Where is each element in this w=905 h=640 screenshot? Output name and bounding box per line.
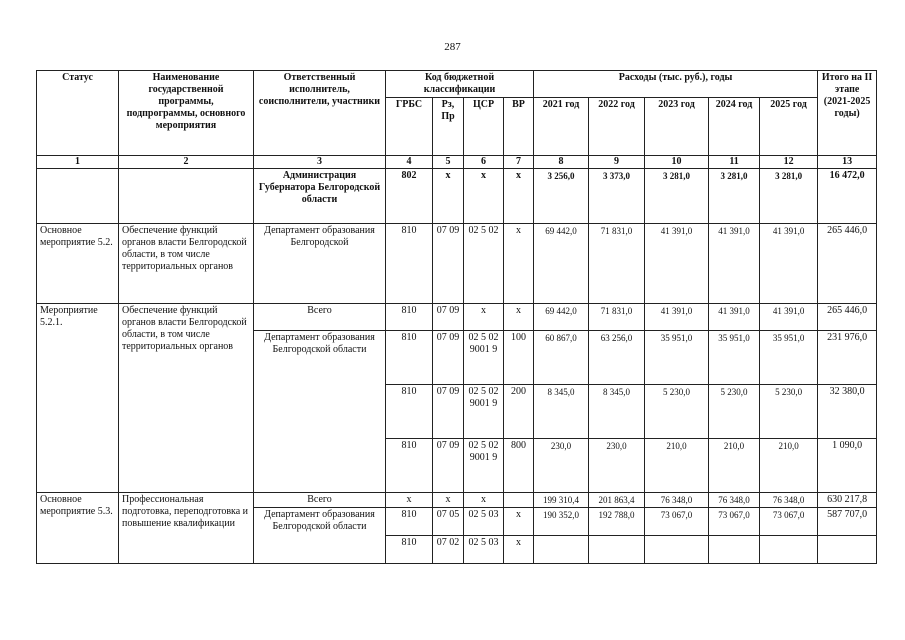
value-2023: 76 348,0	[645, 493, 709, 508]
value-total: 32 380,0	[818, 385, 877, 439]
header-csr: ЦСР	[464, 98, 504, 156]
value-total: 1 090,0	[818, 439, 877, 493]
rzpr-cell: 07 09	[433, 304, 464, 331]
header-name: Наименование государственной программы, подпрограммы, основного мероприятия	[119, 71, 254, 156]
grbs-cell: 810	[386, 536, 433, 564]
value-2025: 35 951,0	[760, 331, 818, 385]
value-2024: 35 951,0	[709, 331, 760, 385]
column-number: 6	[464, 156, 504, 169]
value-2021: 60 867,0	[534, 331, 589, 385]
column-number: 5	[433, 156, 464, 169]
status-cell	[37, 169, 119, 224]
value-2022: 71 831,0	[589, 224, 645, 304]
grbs-cell: 810	[386, 224, 433, 304]
csr-cell: 02 5 03	[464, 536, 504, 564]
rzpr-cell: х	[433, 493, 464, 508]
table-row-m52	[37, 224, 877, 304]
header-vr: ВР	[504, 98, 534, 156]
value-2022	[589, 536, 645, 564]
header-budget-code: Код бюджетной классификации	[386, 71, 534, 98]
table-row-admin	[37, 169, 877, 224]
value-2021: 69 442,0	[534, 224, 589, 304]
header-grbs: ГРБС	[386, 98, 433, 156]
rzpr-cell: 07 09	[433, 224, 464, 304]
value-total: 16 472,0	[818, 169, 877, 224]
value-2025: 41 391,0	[760, 224, 818, 304]
grbs-cell: 810	[386, 508, 433, 536]
csr-cell: х	[464, 493, 504, 508]
column-number: 10	[645, 156, 709, 169]
responsible-cell: Администрация Губернатора Белгородской области	[254, 169, 386, 224]
value-2021: 199 310,4	[534, 493, 589, 508]
vr-cell: 200	[504, 385, 534, 439]
value-total	[818, 536, 877, 564]
value-2022: 3 373,0	[589, 169, 645, 224]
vr-cell: х	[504, 508, 534, 536]
value-2021: 69 442,0	[534, 304, 589, 331]
value-2022: 63 256,0	[589, 331, 645, 385]
vr-cell: х	[504, 304, 534, 331]
name-cell: Обеспечение функций органов власти Белгородской области, в том числе территориальных органов	[119, 224, 254, 304]
column-number: 9	[589, 156, 645, 169]
value-2025: 76 348,0	[760, 493, 818, 508]
column-number: 7	[504, 156, 534, 169]
value-2024: 3 281,0	[709, 169, 760, 224]
value-total: 630 217,8	[818, 493, 877, 508]
responsible-cell: Всего	[254, 304, 386, 331]
column-number: 11	[709, 156, 760, 169]
value-2024: 210,0	[709, 439, 760, 493]
value-2021: 3 256,0	[534, 169, 589, 224]
status-cell: Основное мероприятие 5.2.	[37, 224, 119, 304]
grbs-cell: 810	[386, 385, 433, 439]
value-2023: 5 230,0	[645, 385, 709, 439]
header-2024: 2024 год	[709, 98, 760, 156]
value-2023: 3 281,0	[645, 169, 709, 224]
value-2023: 41 391,0	[645, 304, 709, 331]
responsible-cell: Департамент образования Белгородской	[254, 224, 386, 304]
header-2022: 2022 год	[589, 98, 645, 156]
csr-cell: 02 5 02 9001 9	[464, 385, 504, 439]
vr-cell: х	[504, 224, 534, 304]
value-2024: 41 391,0	[709, 224, 760, 304]
value-2022: 230,0	[589, 439, 645, 493]
header-expenses: Расходы (тыс. руб.), годы	[534, 71, 818, 98]
value-2024: 41 391,0	[709, 304, 760, 331]
value-2021: 8 345,0	[534, 385, 589, 439]
value-2025: 210,0	[760, 439, 818, 493]
grbs-cell: х	[386, 493, 433, 508]
rzpr-cell: 07 02	[433, 536, 464, 564]
column-number: 2	[119, 156, 254, 169]
value-2024: 76 348,0	[709, 493, 760, 508]
table-row-m521-total	[37, 304, 877, 331]
value-2021: 190 352,0	[534, 508, 589, 536]
responsible-cell: Всего	[254, 493, 386, 508]
value-2022: 71 831,0	[589, 304, 645, 331]
header-responsible: Ответственный исполнитель, соисполнители, участники	[254, 71, 386, 156]
header-total: Итого на II этапе (2021-2025 годы)	[818, 71, 877, 156]
grbs-cell: 810	[386, 331, 433, 385]
value-2022: 8 345,0	[589, 385, 645, 439]
value-2024: 73 067,0	[709, 508, 760, 536]
value-total: 231 976,0	[818, 331, 877, 385]
csr-cell: 02 5 02	[464, 224, 504, 304]
value-2025: 3 281,0	[760, 169, 818, 224]
value-2023	[645, 536, 709, 564]
rzpr-cell: 07 09	[433, 439, 464, 493]
header-row	[37, 71, 877, 98]
rzpr-cell: 07 09	[433, 331, 464, 385]
status-cell: Мероприятие 5.2.1.	[37, 304, 119, 493]
csr-cell: х	[464, 169, 504, 224]
vr-cell: х	[504, 536, 534, 564]
csr-cell: 02 5 02 9001 9	[464, 331, 504, 385]
grbs-cell: 810	[386, 439, 433, 493]
value-2022: 201 863,4	[589, 493, 645, 508]
csr-cell: 02 5 03	[464, 508, 504, 536]
budget-table	[36, 70, 877, 564]
value-2025: 41 391,0	[760, 304, 818, 331]
header-2025: 2025 год	[760, 98, 818, 156]
value-2023: 41 391,0	[645, 224, 709, 304]
value-2024: 5 230,0	[709, 385, 760, 439]
value-2025: 5 230,0	[760, 385, 818, 439]
rzpr-cell: 07 05	[433, 508, 464, 536]
header-2023: 2023 год	[645, 98, 709, 156]
column-number: 8	[534, 156, 589, 169]
csr-cell: х	[464, 304, 504, 331]
value-2025	[760, 536, 818, 564]
grbs-cell: 810	[386, 304, 433, 331]
page-number: 287	[444, 41, 461, 53]
name-cell: Профессиональная подготовка, переподготовка и повышение квалификации	[119, 493, 254, 564]
vr-cell	[504, 493, 534, 508]
column-number: 12	[760, 156, 818, 169]
value-2023: 210,0	[645, 439, 709, 493]
value-total: 265 446,0	[818, 304, 877, 331]
name-cell	[119, 169, 254, 224]
vr-cell: 800	[504, 439, 534, 493]
value-total: 265 446,0	[818, 224, 877, 304]
column-number: 13	[818, 156, 877, 169]
header-status: Статус	[37, 71, 119, 156]
column-number: 4	[386, 156, 433, 169]
value-2023: 35 951,0	[645, 331, 709, 385]
value-2021: 230,0	[534, 439, 589, 493]
value-2025: 73 067,0	[760, 508, 818, 536]
responsible-cell: Департамент образования Белгородской области	[254, 331, 386, 493]
header-rzpr: Рз, Пр	[433, 98, 464, 156]
csr-cell: 02 5 02 9001 9	[464, 439, 504, 493]
column-number-row	[37, 156, 877, 169]
vr-cell: х	[504, 169, 534, 224]
table-row-m53-total	[37, 493, 877, 508]
vr-cell: 100	[504, 331, 534, 385]
grbs-cell: 802	[386, 169, 433, 224]
value-2024	[709, 536, 760, 564]
name-cell: Обеспечение функций органов власти Белгородской области, в том числе территориальных органов	[119, 304, 254, 493]
value-total: 587 707,0	[818, 508, 877, 536]
value-2022: 192 788,0	[589, 508, 645, 536]
header-2021: 2021 год	[534, 98, 589, 156]
responsible-cell: Департамент образования Белгородской области	[254, 508, 386, 564]
column-number: 1	[37, 156, 119, 169]
rzpr-cell: 07 09	[433, 385, 464, 439]
value-2021	[534, 536, 589, 564]
value-2023: 73 067,0	[645, 508, 709, 536]
column-number: 3	[254, 156, 386, 169]
status-cell: Основное мероприятие 5.3.	[37, 493, 119, 564]
rzpr-cell: х	[433, 169, 464, 224]
